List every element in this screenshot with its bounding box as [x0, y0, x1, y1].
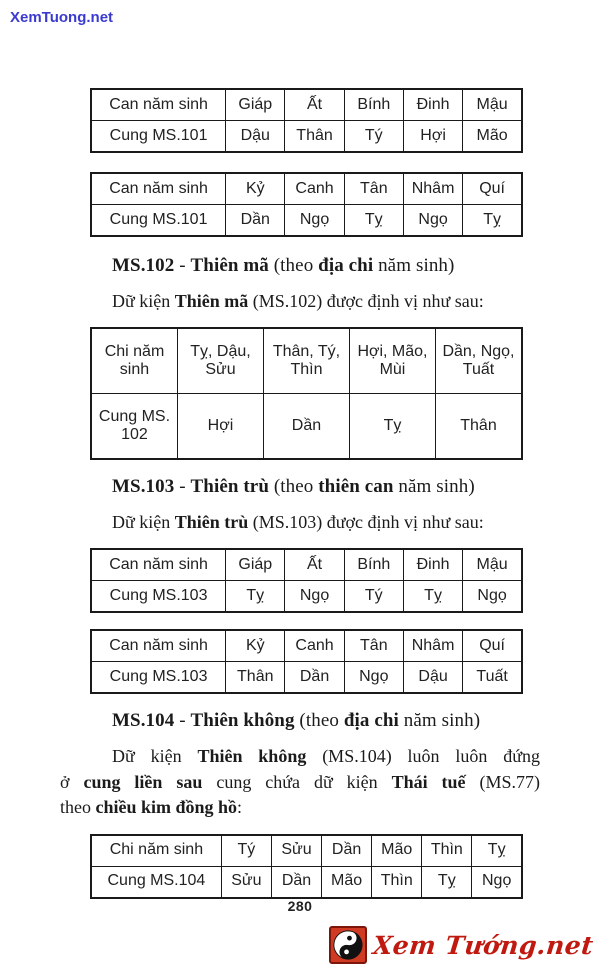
table-cell: Thân — [435, 394, 522, 460]
table-cell: Bính — [344, 89, 403, 121]
text-segment: (MS.77) — [465, 771, 540, 792]
table-row — [91, 205, 522, 237]
text-segment: (MS.102) được định vị như sau: — [248, 290, 484, 311]
table-cell: Cung MS. 102 — [91, 394, 177, 460]
table-cell: Thân — [226, 662, 285, 694]
table-cell: Dậu — [226, 121, 285, 153]
table-row — [91, 866, 522, 898]
table-cell: Tân — [344, 173, 403, 205]
table-row — [91, 549, 522, 581]
table-cell: Thân — [285, 121, 344, 153]
text-bold-segment: MS.103 — [112, 476, 175, 498]
table-row — [91, 89, 522, 121]
table-cell: Tỵ — [403, 581, 462, 613]
table-cell: Chi năm sinh — [91, 328, 177, 394]
table-cell: Ngọ — [285, 581, 344, 613]
table-cell: Tỵ — [226, 581, 285, 613]
table-cell: Kỷ — [226, 630, 285, 662]
heading-ms103 — [112, 474, 540, 500]
table-cell: Chi năm sinh — [91, 835, 221, 867]
site-link[interactable]: XemTuong.net — [10, 9, 114, 26]
text-bold-segment: Thái tuế — [391, 771, 466, 792]
table-row — [91, 394, 522, 460]
table-cell: Thìn — [422, 835, 472, 867]
text-segment: theo — [60, 797, 96, 818]
text-segment: (theo — [268, 255, 319, 276]
table-cell: Ngọ — [403, 205, 462, 237]
table-ms101-can-giap — [90, 88, 523, 153]
table-cell: Tỵ, Dậu, Sửu — [177, 328, 263, 394]
text-segment: năm sinh) — [373, 255, 455, 276]
paragraph-line — [60, 289, 540, 315]
table-cell: Tỵ — [344, 205, 403, 237]
data-table — [90, 88, 523, 153]
text-bold-segment: Thiên trù — [190, 476, 269, 498]
table-ms101-can-ky — [90, 172, 523, 237]
table-cell: Quí — [463, 630, 522, 662]
text-bold-segment: địa chi — [343, 710, 399, 732]
text-segment: : — [237, 797, 243, 818]
table-cell: Ngọ — [344, 662, 403, 694]
table-cell: Can năm sinh — [91, 549, 226, 581]
table-cell: Canh — [285, 173, 344, 205]
text-segment: Dữ kiện — [112, 746, 198, 767]
table-cell: Cung MS.101 — [91, 121, 226, 153]
table-cell: Cung MS.103 — [91, 581, 226, 613]
table-cell: Sửu — [221, 866, 271, 898]
table-cell: Cung MS.103 — [91, 662, 226, 694]
table-cell: Dần — [226, 205, 285, 237]
table-cell: Dần — [322, 835, 372, 867]
text-bold-segment: MS.102 — [112, 255, 175, 276]
table-cell: Can năm sinh — [91, 630, 226, 662]
text-segment: năm sinh) — [398, 710, 481, 732]
table-cell: Tân — [344, 630, 403, 662]
table-cell: Canh — [285, 630, 344, 662]
table-cell: Tuất — [463, 662, 522, 694]
table-cell: Kỷ — [226, 173, 285, 205]
text-bold-segment: Thiên mã — [190, 255, 269, 276]
paragraph-line — [60, 510, 540, 536]
text-segment: năm sinh) — [393, 476, 475, 498]
table-cell: Tý — [344, 121, 403, 153]
text-bold-segment: MS.104 — [112, 710, 175, 732]
table-cell: Nhâm — [403, 173, 462, 205]
table-cell: Quí — [463, 173, 522, 205]
table-cell: Giáp — [226, 89, 285, 121]
paragraph-ms104 — [60, 744, 540, 821]
text-segment: (MS.103) được định vị như sau: — [248, 511, 484, 532]
text-bold-segment: Thiên trù — [174, 511, 249, 532]
table-row — [91, 581, 522, 613]
text-bold-segment: cung liền sau — [83, 771, 203, 792]
table-ms104-chi — [90, 834, 523, 899]
table-ms103-can-giap — [90, 548, 523, 613]
yin-yang-icon — [329, 926, 367, 964]
text-bold-segment: địa chi — [318, 255, 374, 276]
table-cell: Hợi, Mão, Mùi — [349, 328, 435, 394]
paragraph-line — [60, 744, 540, 770]
paragraph-ms103 — [60, 510, 540, 536]
table-cell: Tỵ — [349, 394, 435, 460]
table-cell: Can năm sinh — [91, 89, 226, 121]
table-cell: Tỵ — [422, 866, 472, 898]
table-cell: Tỵ — [472, 835, 522, 867]
table-cell: Bính — [344, 549, 403, 581]
table-cell: Hợi — [403, 121, 462, 153]
table-cell: Ất — [285, 89, 344, 121]
table-cell: Mão — [372, 835, 422, 867]
data-table — [90, 834, 523, 899]
table-cell: Tý — [344, 581, 403, 613]
table-cell: Nhâm — [403, 630, 462, 662]
table-cell: Giáp — [226, 549, 285, 581]
text-bold-segment: chiều kim đồng hồ — [95, 797, 238, 818]
table-cell: Mậu — [463, 549, 522, 581]
text-bold-segment: Thiên không — [197, 746, 307, 767]
table-cell: Thìn — [372, 866, 422, 898]
data-table — [90, 548, 523, 613]
table-cell: Dần — [263, 394, 349, 460]
site-logo[interactable] — [329, 926, 593, 964]
table-ms103-can-ky — [90, 629, 523, 694]
table-cell: Dần — [271, 866, 321, 898]
table-cell: Đinh — [403, 549, 462, 581]
text-segment: ở — [60, 771, 84, 792]
table-cell: Mão — [463, 121, 522, 153]
table-cell: Cung MS.101 — [91, 205, 226, 237]
table-cell: Cung MS.104 — [91, 866, 221, 898]
table-cell: Hợi — [177, 394, 263, 460]
text-segment: - — [174, 476, 191, 498]
table-cell: Dậu — [403, 662, 462, 694]
paragraph-line — [60, 795, 540, 821]
table-row — [91, 662, 522, 694]
table-cell: Mậu — [463, 89, 522, 121]
text-segment: (theo — [294, 710, 344, 732]
table-cell: Sửu — [271, 835, 321, 867]
text-segment: - — [174, 710, 191, 732]
table-cell: Tỵ — [463, 205, 522, 237]
site-logo-text: Xem Tướng.net — [371, 930, 595, 960]
table-cell: Dần, Ngọ, Tuất — [435, 328, 522, 394]
data-table — [90, 629, 523, 694]
paragraph-ms102 — [60, 289, 540, 315]
text-bold-segment: thiên can — [318, 476, 394, 498]
table-cell: Ngọ — [285, 205, 344, 237]
table-ms102-chi — [90, 327, 523, 460]
text-segment: Dữ kiện — [112, 511, 175, 532]
table-row — [91, 630, 522, 662]
page-number: 280 — [287, 898, 313, 914]
heading-ms104 — [112, 708, 540, 734]
data-table — [90, 172, 523, 237]
table-cell: Can năm sinh — [91, 173, 226, 205]
data-table — [90, 327, 523, 460]
table-row — [91, 835, 522, 867]
paragraph-line — [60, 770, 540, 796]
table-cell: Thân, Tý, Thìn — [263, 328, 349, 394]
text-segment: - — [174, 255, 191, 276]
text-bold-segment: Thiên mã — [174, 290, 249, 311]
table-row — [91, 173, 522, 205]
table-cell: Ngọ — [472, 866, 522, 898]
table-row — [91, 121, 522, 153]
table-row — [91, 328, 522, 394]
heading-ms102 — [112, 253, 540, 279]
table-cell: Ngọ — [463, 581, 522, 613]
text-bold-segment: Thiên không — [190, 710, 295, 732]
text-segment: Dữ kiện — [112, 290, 175, 311]
table-cell: Mão — [322, 866, 372, 898]
text-segment: cung chứa dữ kiện — [202, 771, 392, 792]
table-cell: Dần — [285, 662, 344, 694]
text-segment: (MS.104) luôn luôn đứng — [306, 746, 540, 767]
table-cell: Ất — [285, 549, 344, 581]
table-cell: Đinh — [403, 89, 462, 121]
text-segment: (theo — [269, 476, 319, 498]
table-cell: Tý — [221, 835, 271, 867]
